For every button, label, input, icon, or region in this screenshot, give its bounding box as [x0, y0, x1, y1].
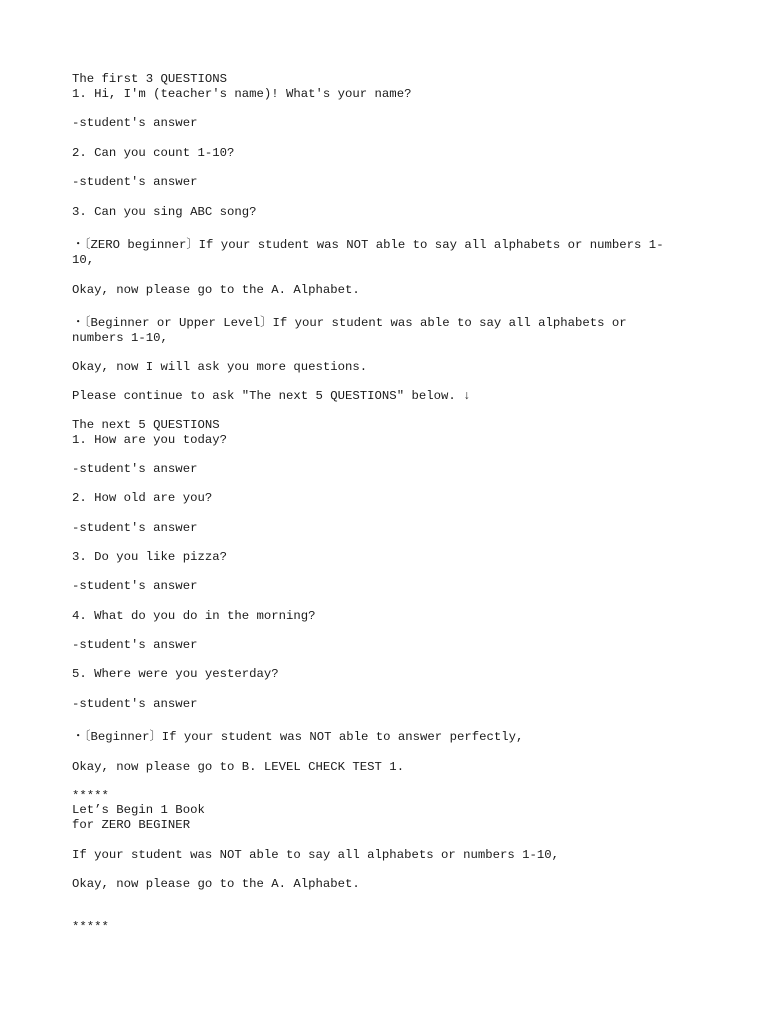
answer-line: -student's answer — [72, 579, 198, 593]
book-subtitle-line: for ZERO BEGINER — [72, 818, 191, 832]
book-title-line: Let’s Begin 1 Book — [72, 803, 205, 817]
answer-line: -student's answer — [72, 638, 198, 652]
question-line: 1. Hi, I'm (teacher's name)! What's your name? — [72, 87, 412, 101]
bullet-line-continued: numbers 1-10, — [72, 331, 168, 345]
bullet-line-continued: 10, — [72, 253, 95, 267]
bullet-line: ・〔Beginner〕If your student was NOT able to answer perfectly, — [72, 730, 524, 744]
answer-line: -student's answer — [72, 175, 198, 189]
instruction-line: If your student was NOT able to say all alphabets or numbers 1-10, — [72, 848, 560, 862]
bullet-line: ・〔ZERO beginner〕If your student was NOT able to say all alphabets or numbers 1- — [72, 238, 664, 252]
separator-stars: ***** — [72, 920, 109, 934]
answer-line: -student's answer — [72, 521, 198, 535]
instruction-line: Okay, now please go to the A. Alphabet. — [72, 877, 360, 891]
answer-line: -student's answer — [72, 697, 198, 711]
bullet-line: ・〔Beginner or Upper Level〕If your student was able to say all alphabets or — [72, 316, 627, 330]
question-line: 3. Can you sing ABC song? — [72, 205, 257, 219]
section-heading: The first 3 QUESTIONS — [72, 72, 227, 86]
answer-line: -student's answer — [72, 462, 198, 476]
instruction-line: Okay, now please go to the A. Alphabet. — [72, 283, 360, 297]
question-line: 2. How old are you? — [72, 491, 213, 505]
separator-stars: ***** — [72, 789, 109, 803]
section-heading: The next 5 QUESTIONS — [72, 418, 220, 432]
question-line: 2. Can you count 1-10? — [72, 146, 235, 160]
instruction-line: Okay, now I will ask you more questions. — [72, 360, 368, 374]
question-line: 1. How are you today? — [72, 433, 227, 447]
question-line: 3. Do you like pizza? — [72, 550, 227, 564]
question-line: 4. What do you do in the morning? — [72, 609, 316, 623]
instruction-line: Okay, now please go to B. LEVEL CHECK TEST 1. — [72, 760, 405, 774]
instruction-line: Please continue to ask "The next 5 QUESTIONS" below. ↓ — [72, 389, 471, 403]
question-line: 5. Where were you yesterday? — [72, 667, 279, 681]
answer-line: -student's answer — [72, 116, 198, 130]
